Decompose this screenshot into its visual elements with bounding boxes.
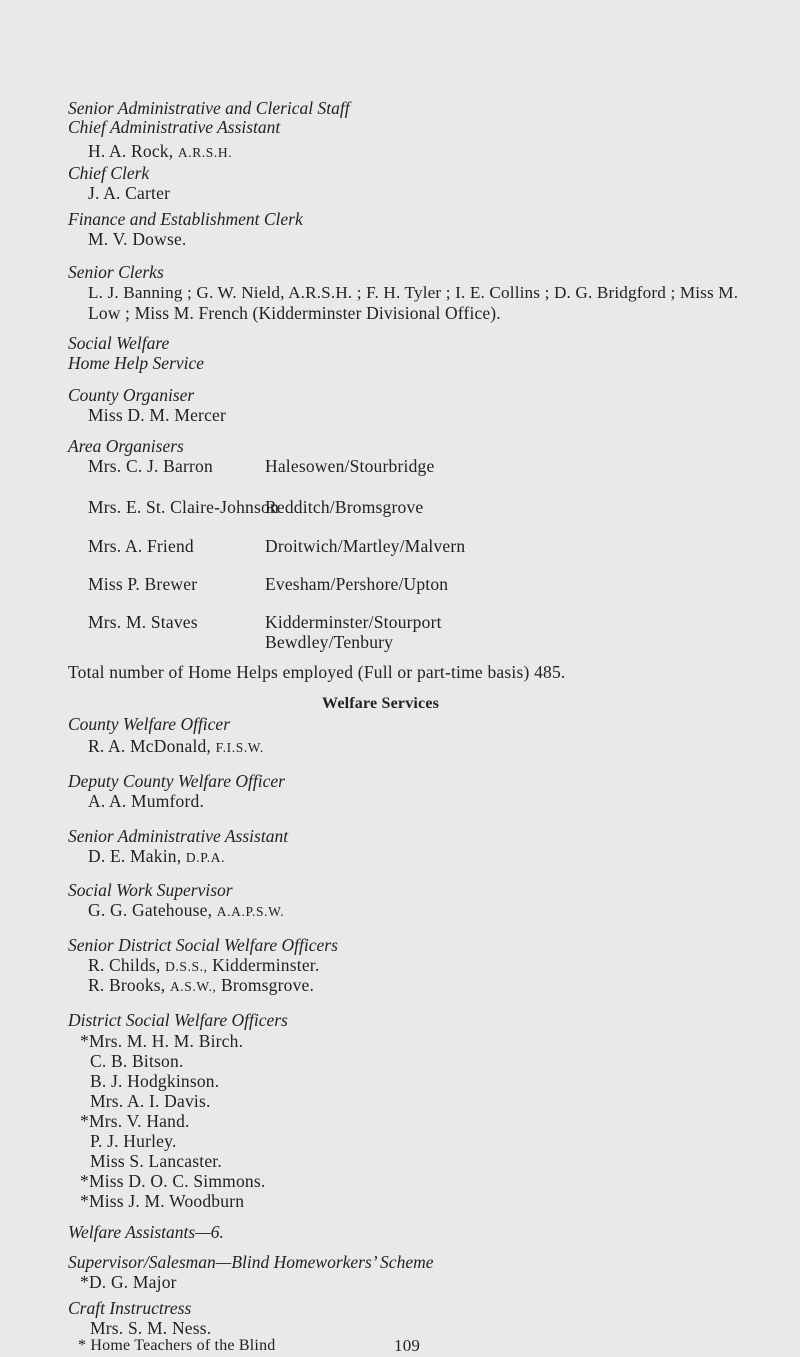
area-organiser-name: Mrs. C. J. Barron bbox=[88, 456, 213, 476]
district-officer-name: Mrs. A. I. Davis. bbox=[90, 1091, 211, 1111]
social-work-supervisor-qualification: A.A.P.S.W. bbox=[216, 904, 285, 919]
senior-clerks-line-1: L. J. Banning ; G. W. Nield, A.R.S.H. ; F. H. Tyler ; I. E. Collins ; D. G. Bridgford ; Miss M. bbox=[88, 283, 739, 302]
district-officer-name: *Mrs. M. H. M. Birch. bbox=[80, 1031, 244, 1051]
craft-instructress-title: Craft Instructress bbox=[68, 1298, 192, 1318]
area-organiser-name: Miss P. Brewer bbox=[88, 574, 198, 594]
senior-district-officer-entry bbox=[88, 955, 319, 977]
senior-admin-assistant-qualification: D.P.A. bbox=[185, 850, 226, 865]
supervisor-salesman-title: Supervisor/Salesman—Blind Homeworkers’ Scheme bbox=[68, 1252, 434, 1272]
deputy-welfare-officer-title: Deputy County Welfare Officer bbox=[68, 771, 285, 791]
finance-clerk-title: Finance and Establishment Clerk bbox=[68, 209, 303, 229]
county-welfare-officer-name: R. A. McDonald, bbox=[88, 736, 212, 756]
social-work-supervisor-title: Social Work Supervisor bbox=[68, 880, 233, 900]
craft-instructress-name: Mrs. S. M. Ness. bbox=[90, 1318, 212, 1338]
district-officer-name: B. J. Hodgkinson. bbox=[90, 1071, 220, 1091]
senior-admin-assistant-name: D. E. Makin, bbox=[88, 846, 182, 866]
district-officer-name: *Mrs. V. Hand. bbox=[80, 1111, 190, 1131]
area-organiser-area: Kidderminster/Stourport bbox=[265, 612, 442, 632]
senior-district-officer-place: Kidderminster. bbox=[212, 955, 320, 975]
senior-district-officer-entry bbox=[88, 975, 314, 997]
senior-district-officer-name: R. Brooks, bbox=[88, 975, 166, 995]
senior-admin-assistant-entry bbox=[88, 846, 225, 868]
district-officer-name: Miss S. Lancaster. bbox=[90, 1151, 222, 1171]
senior-clerks-title: Senior Clerks bbox=[68, 262, 164, 282]
finance-clerk-name: M. V. Dowse. bbox=[88, 229, 187, 249]
chief-admin-title: Chief Administrative Assistant bbox=[68, 117, 281, 137]
area-organiser-name: Mrs. E. St. Claire-Johnson bbox=[88, 497, 279, 517]
area-organiser-name: Mrs. A. Friend bbox=[88, 536, 194, 556]
chief-admin-entry bbox=[88, 141, 232, 163]
county-welfare-officer-entry bbox=[88, 736, 264, 758]
section-heading-senior-admin: Senior Administrative and Clerical Staff bbox=[68, 98, 350, 118]
social-work-supervisor-entry bbox=[88, 900, 284, 922]
chief-admin-qualification: A.R.S.H. bbox=[177, 145, 233, 160]
senior-district-officer-place: Bromsgrove. bbox=[220, 975, 315, 995]
senior-clerks-line-2: Low ; Miss M. French (Kidderminster Divisional Office). bbox=[88, 303, 501, 323]
county-welfare-officer-qualification: F.I.S.W. bbox=[215, 740, 264, 755]
district-officer-name: *Miss D. O. C. Simmons. bbox=[80, 1171, 266, 1191]
page-number: 109 bbox=[394, 1336, 421, 1355]
area-organiser-name: Mrs. M. Staves bbox=[88, 612, 198, 632]
senior-district-officer-qualification: D.S.S., bbox=[165, 959, 208, 974]
chief-clerk-name: J. A. Carter bbox=[88, 183, 171, 203]
footnote: * Home Teachers of the Blind bbox=[78, 1337, 276, 1354]
county-welfare-officer-title: County Welfare Officer bbox=[68, 714, 231, 734]
county-organiser-name: Miss D. M. Mercer bbox=[88, 405, 227, 425]
social-welfare-heading: Social Welfare bbox=[68, 333, 170, 353]
area-organiser-area: Evesham/Pershore/Upton bbox=[265, 574, 449, 594]
home-help-service-heading: Home Help Service bbox=[68, 353, 205, 373]
social-work-supervisor-name: G. G. Gatehouse, bbox=[88, 900, 213, 920]
district-officers-title: District Social Welfare Officers bbox=[68, 1010, 288, 1030]
welfare-services-heading: Welfare Services bbox=[322, 695, 440, 712]
supervisor-salesman-name: *D. G. Major bbox=[80, 1272, 177, 1292]
chief-clerk-title: Chief Clerk bbox=[68, 163, 150, 183]
district-officer-name: P. J. Hurley. bbox=[90, 1131, 177, 1151]
home-helps-total-note: Total number of Home Helps employed (Full or part-time basis) 485. bbox=[68, 662, 566, 682]
area-organiser-area: Redditch/Bromsgrove bbox=[265, 497, 424, 517]
chief-admin-name: H. A. Rock, bbox=[88, 141, 174, 161]
district-officer-name: C. B. Bitson. bbox=[90, 1051, 184, 1071]
county-organiser-title: County Organiser bbox=[68, 385, 195, 405]
area-organisers-title: Area Organisers bbox=[68, 436, 184, 456]
senior-district-officers-title: Senior District Social Welfare Officers bbox=[68, 935, 338, 955]
area-organiser-area: Halesowen/Stourbridge bbox=[265, 456, 435, 476]
district-officer-name: *Miss J. M. Woodburn bbox=[80, 1191, 245, 1211]
senior-admin-assistant-title: Senior Administrative Assistant bbox=[68, 826, 289, 846]
senior-district-officer-qualification: A.S.W., bbox=[169, 979, 217, 994]
welfare-assistants-line: Welfare Assistants—6. bbox=[68, 1222, 224, 1242]
area-organiser-area: Droitwich/Martley/Malvern bbox=[265, 536, 466, 556]
deputy-welfare-officer-name: A. A. Mumford. bbox=[88, 791, 205, 811]
area-organiser-area-continued: Bewdley/Tenbury bbox=[265, 632, 394, 652]
senior-district-officer-name: R. Childs, bbox=[88, 955, 161, 975]
